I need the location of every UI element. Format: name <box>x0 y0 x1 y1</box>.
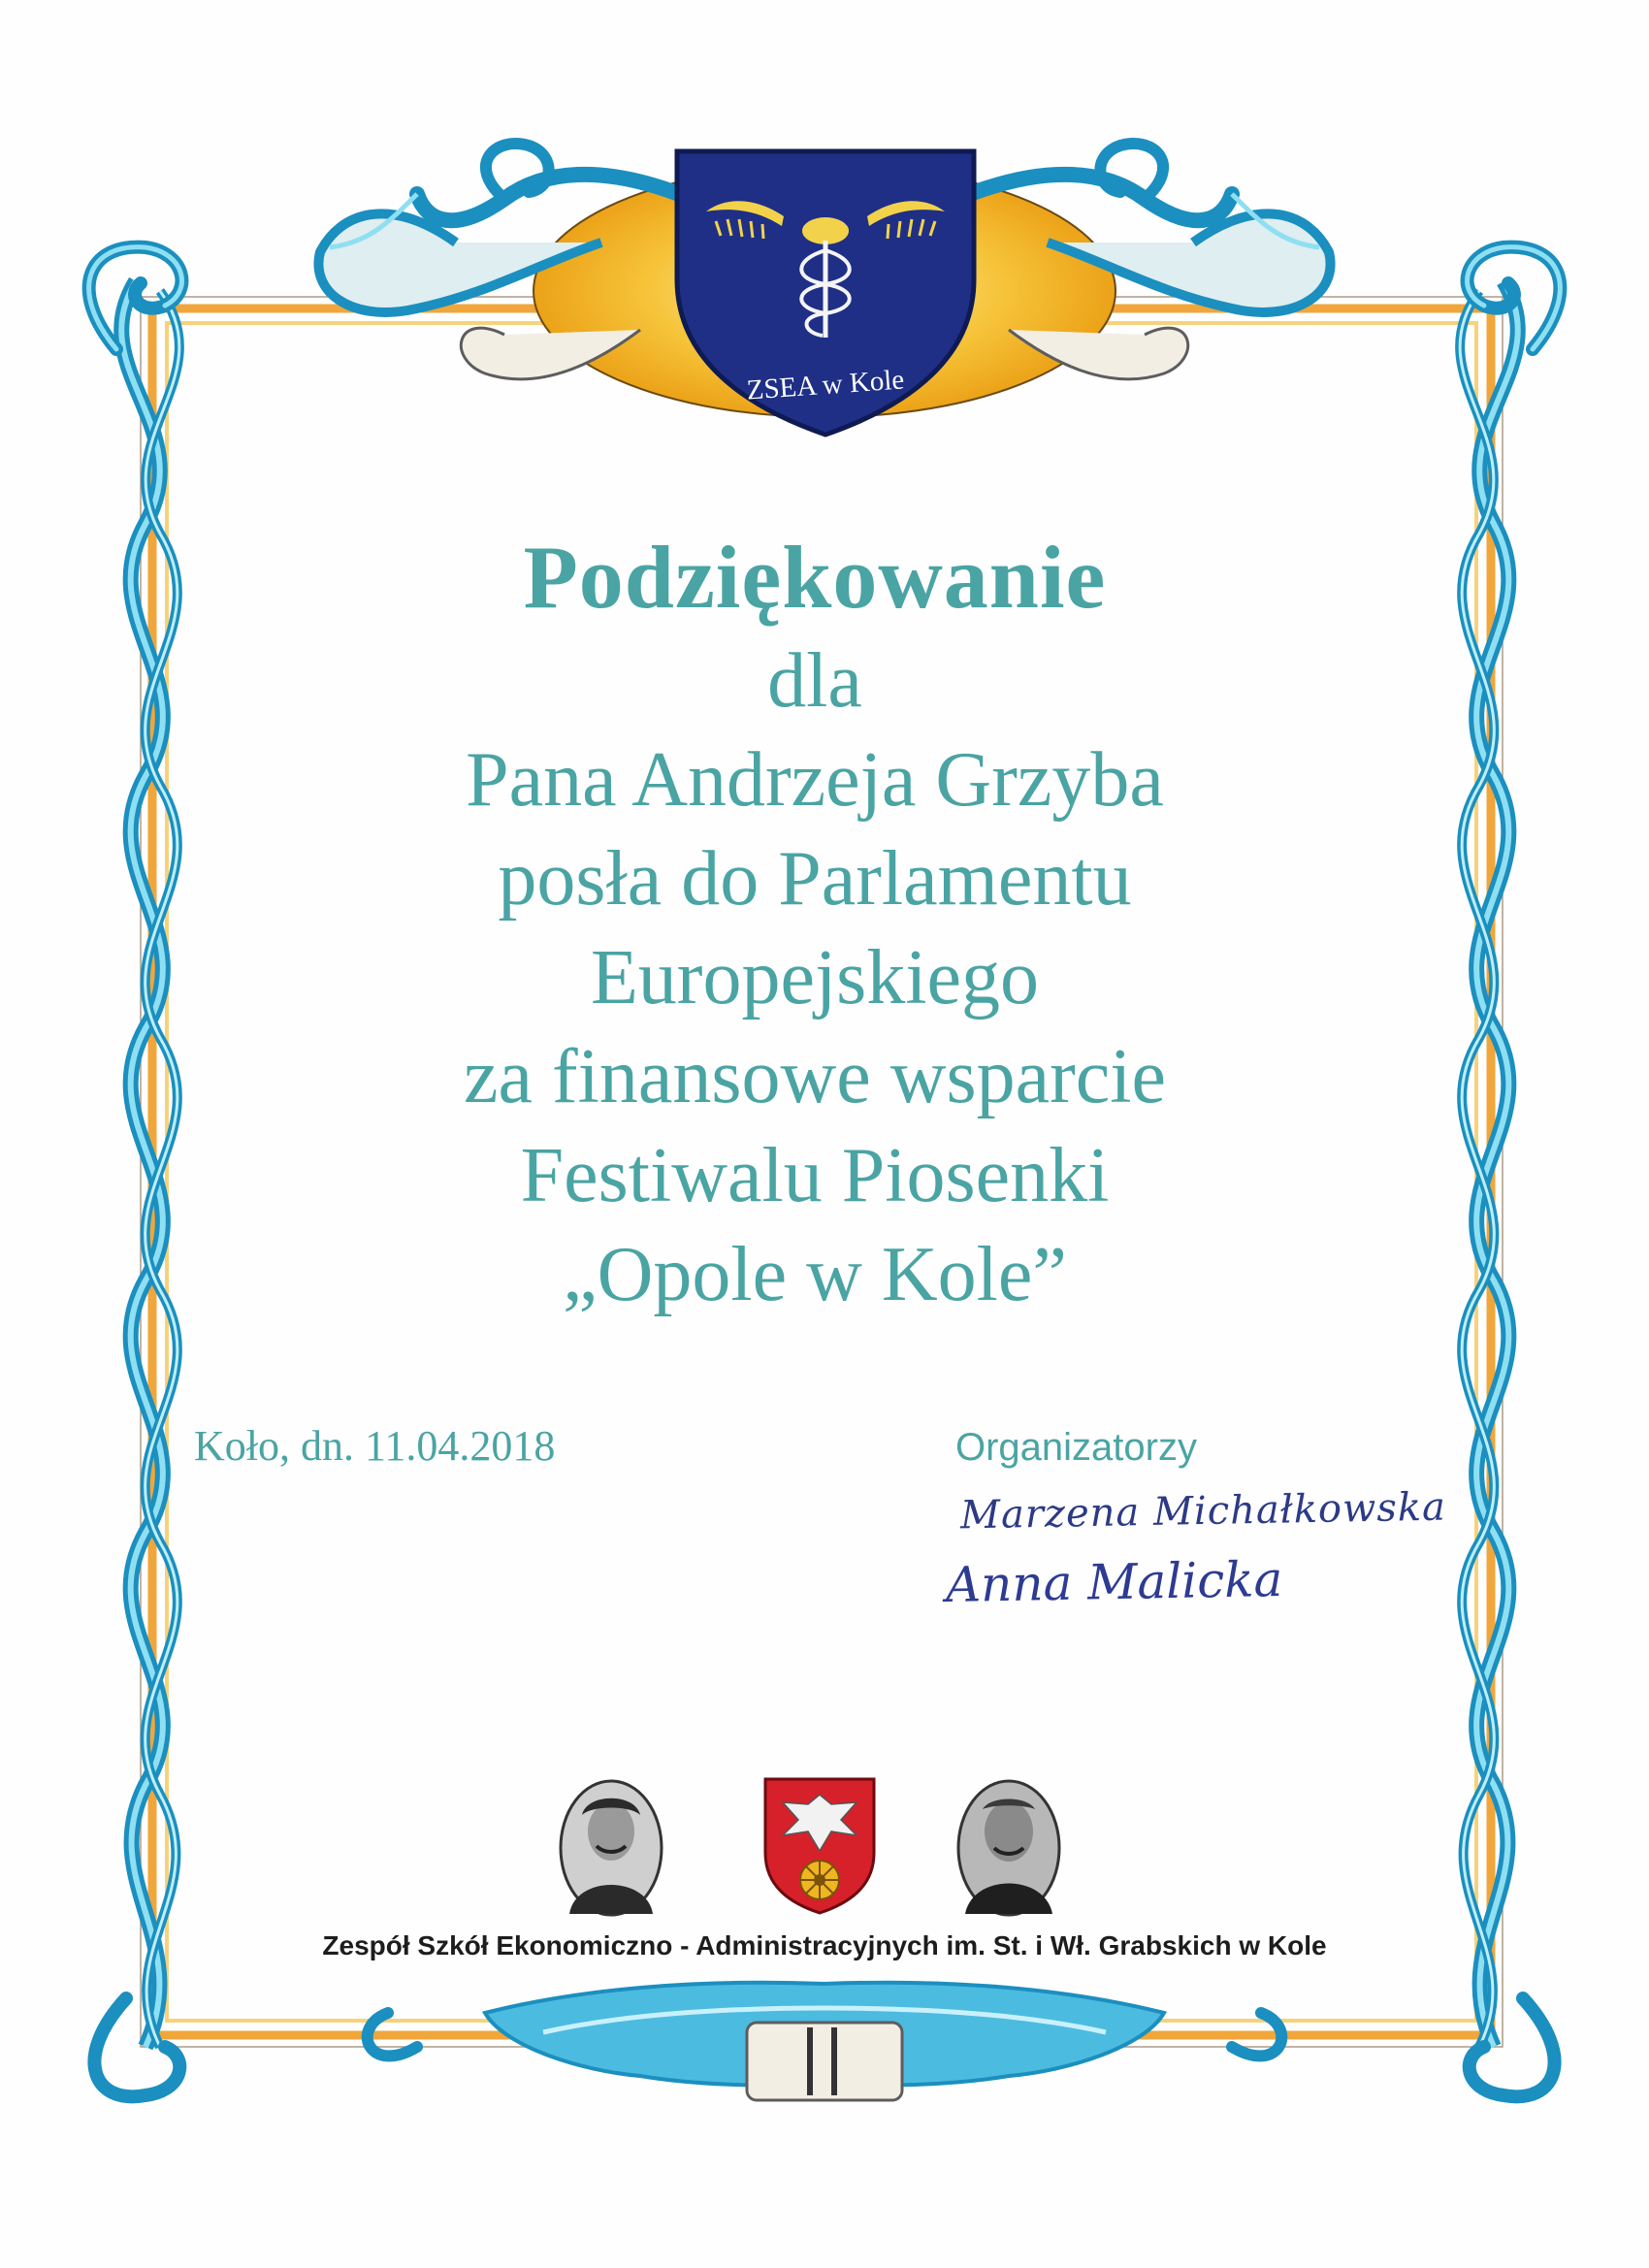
text-line-1: dla <box>767 638 862 724</box>
portrait-left <box>558 1778 664 1919</box>
portrait-icon <box>955 1778 1062 1919</box>
school-name: Zespół Szkół Ekonomiczno - Administracyjnych im. St. i Wł. Grabskich w Kole <box>322 1930 1327 1960</box>
signature-2: Anna Malicka <box>945 1550 1283 1614</box>
issue-date: Koło, dn. 11.04.2018 <box>194 1422 556 1470</box>
organizers-label: Organizatorzy <box>955 1426 1197 1469</box>
portrait-right <box>955 1778 1062 1919</box>
coat-of-arms <box>761 1775 878 1916</box>
festival-name: „Opole w Kole” <box>563 1232 1067 1317</box>
signature-1: Marzena Michałkowska <box>959 1484 1447 1539</box>
school-logo <box>667 144 984 444</box>
recipient-name: Pana Andrzeja Grzyba <box>466 737 1164 823</box>
text-line-6: Festiwalu Piosenki <box>520 1133 1110 1218</box>
certificate-body <box>252 529 1377 1324</box>
portrait-icon <box>558 1778 664 1919</box>
coat-of-arms-icon <box>761 1775 878 1916</box>
certificate-heading: Podziękowanie <box>523 528 1107 627</box>
text-line-3: posła do Parlamentu <box>498 836 1132 922</box>
footer-scrollwork <box>368 1983 1282 2100</box>
shield-icon <box>667 144 984 444</box>
text-line-4: Europejskiego <box>590 935 1040 1021</box>
text-line-5: za finansowe wsparcie <box>463 1034 1167 1119</box>
logo-text: ZSEA w Kole <box>745 364 906 406</box>
